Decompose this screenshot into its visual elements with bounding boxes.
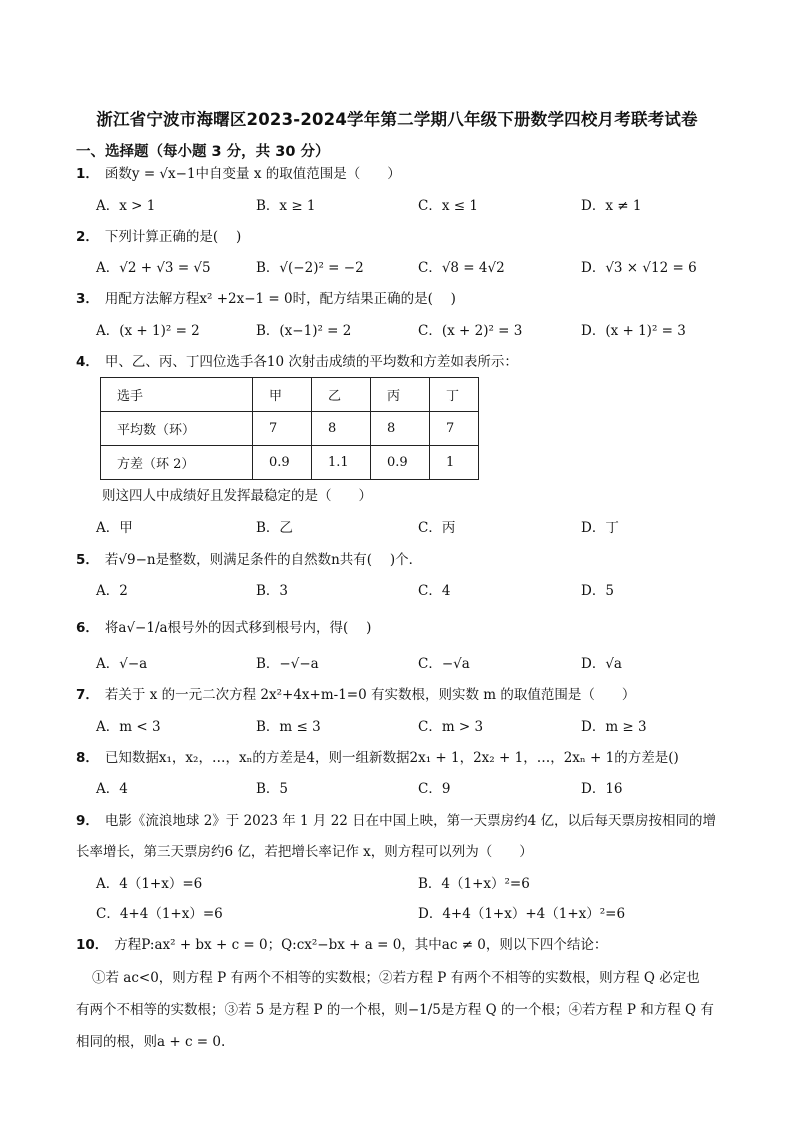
- option-a: A．甲: [96, 520, 133, 536]
- question-9: 9． 电影《流浪地球 2》于 2023 年 1 月 22 日在中国上映，第一天票房约4 亿，以后每天票房按相同的增: [76, 813, 717, 829]
- option-d: D．4+4（1+x）+4（1+x）²=6: [418, 906, 626, 922]
- option-c: C．4+4（1+x）=6: [96, 906, 223, 922]
- option-b: B．m ≤ 3: [256, 719, 321, 735]
- option-b: B．(x−1)² = 2: [256, 323, 352, 339]
- table-row: [101, 446, 479, 480]
- table-cell: 8: [371, 412, 430, 446]
- table-cell: 选手: [101, 378, 253, 412]
- question-text: 将a√−1/a根号外的因式移到根号内，得( ): [104, 620, 372, 636]
- question-4-followup: 则这四人中成绩好且发挥最稳定的是（ ）: [102, 488, 372, 504]
- option-b: B．4（1+x）²=6: [418, 876, 530, 892]
- option-d: D．16: [581, 781, 623, 797]
- table-cell: 1.1: [312, 446, 371, 480]
- table-cell: 乙: [312, 378, 371, 412]
- option-b: B．x ≥ 1: [256, 198, 316, 214]
- table-cell: 8: [312, 412, 371, 446]
- question-2: 2． 下列计算正确的是( ): [76, 229, 242, 245]
- question-text: 已知数据x₁，x₂，…，xₙ的方差是4，则一组新数据2x₁ + 1，2x₂ + 1，…，2xₙ + 1的方差是(): [104, 750, 679, 766]
- question-text: 函数y = √x−1中自变量 x 的取值范围是（ ）: [104, 166, 401, 182]
- option-c: C．9: [418, 781, 451, 797]
- question-text: 甲、乙、丙、丁四位选手各10 次射击成绩的平均数和方差如表所示：: [104, 354, 518, 370]
- question-3: 3． 用配方法解方程x² +2x−1 = 0时，配方结果正确的是( ): [76, 291, 456, 307]
- option-a: A．m < 3: [96, 719, 161, 735]
- question-6: 6． 将a√−1/a根号外的因式移到根号内，得( ): [76, 620, 372, 636]
- section-heading: 一、选择题（每小题 3 分，共 30 分）: [76, 144, 330, 160]
- statement-line: 有两个不相等的实数根；③若 5 是方程 P 的一个根，则−1/5是方程 Q 的一个根；④若方程 P 和方程 Q 有: [76, 1002, 714, 1018]
- option-d: D．x ≠ 1: [581, 198, 642, 214]
- options-5: [96, 581, 736, 601]
- statement-line: 相同的根，则a + c = 0.: [76, 1034, 226, 1050]
- table-cell: 7: [253, 412, 312, 446]
- option-b: B．乙: [256, 520, 293, 536]
- option-a: A．4: [96, 781, 128, 797]
- score-table: [100, 377, 479, 480]
- question-text: 下列计算正确的是( ): [104, 229, 242, 245]
- options-3: [96, 321, 736, 341]
- statement-line: ①若 ac<0，则方程 P 有两个不相等的实数根；②若方程 P 有两个不相等的实数根，则方程 Q 必定也: [92, 970, 700, 986]
- table-cell: 丁: [430, 378, 479, 412]
- option-c: C．√8 = 4√2: [418, 260, 505, 276]
- option-c: C．丙: [418, 520, 456, 536]
- question-8: 8． 已知数据x₁，x₂，…，xₙ的方差是4，则一组新数据2x₁ + 1，2x₂ + 1，…，2xₙ + 1的方差是(): [76, 750, 679, 766]
- question-10-statements: [76, 962, 746, 1058]
- option-b: B．3: [256, 583, 289, 599]
- option-d: D．5: [581, 583, 614, 599]
- table-cell: 方差（环 2）: [101, 446, 253, 480]
- table-row: [101, 412, 479, 446]
- options-9-row2: [96, 904, 736, 924]
- option-c: C．m > 3: [418, 719, 484, 735]
- question-7: 7． 若关于 x 的一元二次方程 2x²+4x+m-1=0 有实数根，则实数 m 的取值范围是（ ）: [76, 687, 636, 703]
- option-d: D．丁: [581, 520, 619, 536]
- options-9-row1: [96, 874, 736, 894]
- table-cell: 1: [430, 446, 479, 480]
- table-cell: 0.9: [371, 446, 430, 480]
- option-a: A．2: [96, 583, 128, 599]
- option-d: D．(x + 1)² = 3: [581, 323, 686, 339]
- option-b: B．−√−a: [256, 656, 319, 672]
- question-10: 10． 方程P:ax² + bx + c = 0；Q:cx²−bx + a = 0，其中ac ≠ 0，则以下四个结论：: [76, 937, 608, 953]
- option-c: C．4: [418, 583, 451, 599]
- option-a: A．x > 1: [96, 198, 156, 214]
- options-7: [96, 717, 736, 737]
- table-cell: 甲: [253, 378, 312, 412]
- option-d: D．√3 × √12 = 6: [581, 260, 697, 276]
- table-cell: 7: [430, 412, 479, 446]
- question-text: 用配方法解方程x² +2x−1 = 0时，配方结果正确的是( ): [104, 291, 456, 307]
- option-c: C．x ≤ 1: [418, 198, 478, 214]
- table-cell: 丙: [371, 378, 430, 412]
- option-b: B．5: [256, 781, 289, 797]
- options-8: [96, 779, 736, 799]
- option-b: B．√(−2)² = −2: [256, 260, 364, 276]
- question-5: 5． 若√9−n是整数，则满足条件的自然数n共有( )个．: [76, 552, 423, 568]
- question-4: 4． 甲、乙、丙、丁四位选手各10 次射击成绩的平均数和方差如表所示：: [76, 354, 518, 370]
- option-a: A．√−a: [96, 656, 148, 672]
- exam-title: 浙江省宁波市海曙区2023-2024学年第二学期八年级下册数学四校月考联考试卷: [96, 110, 698, 129]
- question-text: 电影《流浪地球 2》于 2023 年 1 月 22 日在中国上映，第一天票房约4 亿，以后每天票房按相同的增: [104, 813, 717, 829]
- question-1: 1． 函数y = √x−1中自变量 x 的取值范围是（ ）: [76, 166, 401, 182]
- table-cell: 平均数（环）: [101, 412, 253, 446]
- options-1: [96, 196, 736, 216]
- option-a: A．√2 + √3 = √5: [96, 260, 211, 276]
- question-text: 若关于 x 的一元二次方程 2x²+4x+m-1=0 有实数根，则实数 m 的取值范围是（ ）: [104, 687, 636, 703]
- options-2: [96, 258, 736, 278]
- table-row: [101, 378, 479, 412]
- question-9-line2: 长率增长，第三天票房约6 亿，若把增长率记作 x，则方程可以列为（ ）: [76, 844, 533, 860]
- option-a: A．4（1+x）=6: [96, 876, 203, 892]
- question-text: 若√9−n是整数，则满足条件的自然数n共有( )个．: [104, 552, 423, 568]
- option-d: D．m ≥ 3: [581, 719, 647, 735]
- option-a: A．(x + 1)² = 2: [96, 323, 200, 339]
- option-c: C．(x + 2)² = 3: [418, 323, 523, 339]
- question-text: 方程P:ax² + bx + c = 0；Q:cx²−bx + a = 0，其中ac ≠ 0，则以下四个结论：: [114, 937, 608, 953]
- options-6: [96, 654, 736, 674]
- option-c: C．−√a: [418, 656, 470, 672]
- table-cell: 0.9: [253, 446, 312, 480]
- option-d: D．√a: [581, 656, 622, 672]
- options-4: [96, 518, 736, 538]
